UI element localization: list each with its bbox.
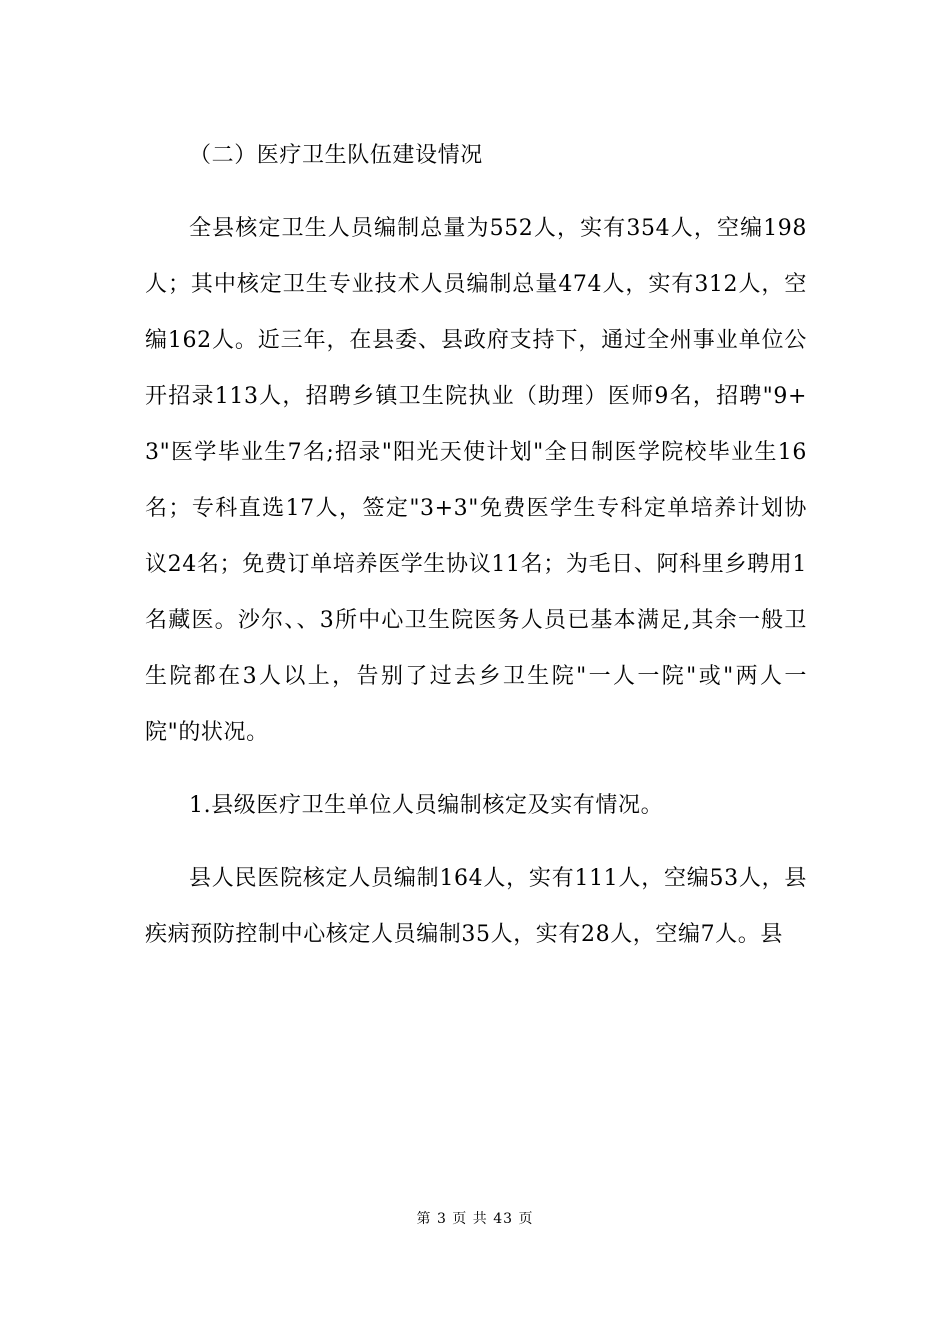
section-heading: （二）医疗卫生队伍建设情况 — [189, 143, 483, 168]
page-number-footer: 第 3 页 共 43 页 — [416, 1211, 534, 1227]
subsection-heading: 1.县级医疗卫生单位人员编制核定及实有情况。 — [189, 793, 664, 818]
document-body — [145, 128, 807, 980]
body-paragraph: 全县核定卫生人员编制总量为552人，实有354人，空编198人；其中核定卫生专业技术人员编制总量474人，实有312人，空编162人。近三年，在县委、县政府支持下，通过全州事业单位公开招录113人，招聘乡镇卫生院执业（助理）医师9名，招聘"9+3"医学毕业生7名;招录"阳光天使计划"全日制医学院校毕业生16名；专科直选17人，签定"3+3"免费医学生专科定单培养计划协议24名；免费订单培养医学生协议11名；为毛日、阿科里乡聘用1名藏医。沙尔、、3所中心卫生院医务人员已基本满足,其余一般卫生院都在3人以上，告别了过去乡卫生院"一人一院"或"两人一院"的状况。 — [145, 216, 807, 745]
body-paragraph: 县人民医院核定人员编制164人，实有111人，空编53人，县疾病预防控制中心核定人员编制35人，实有28人，空编7人。县 — [145, 866, 807, 947]
